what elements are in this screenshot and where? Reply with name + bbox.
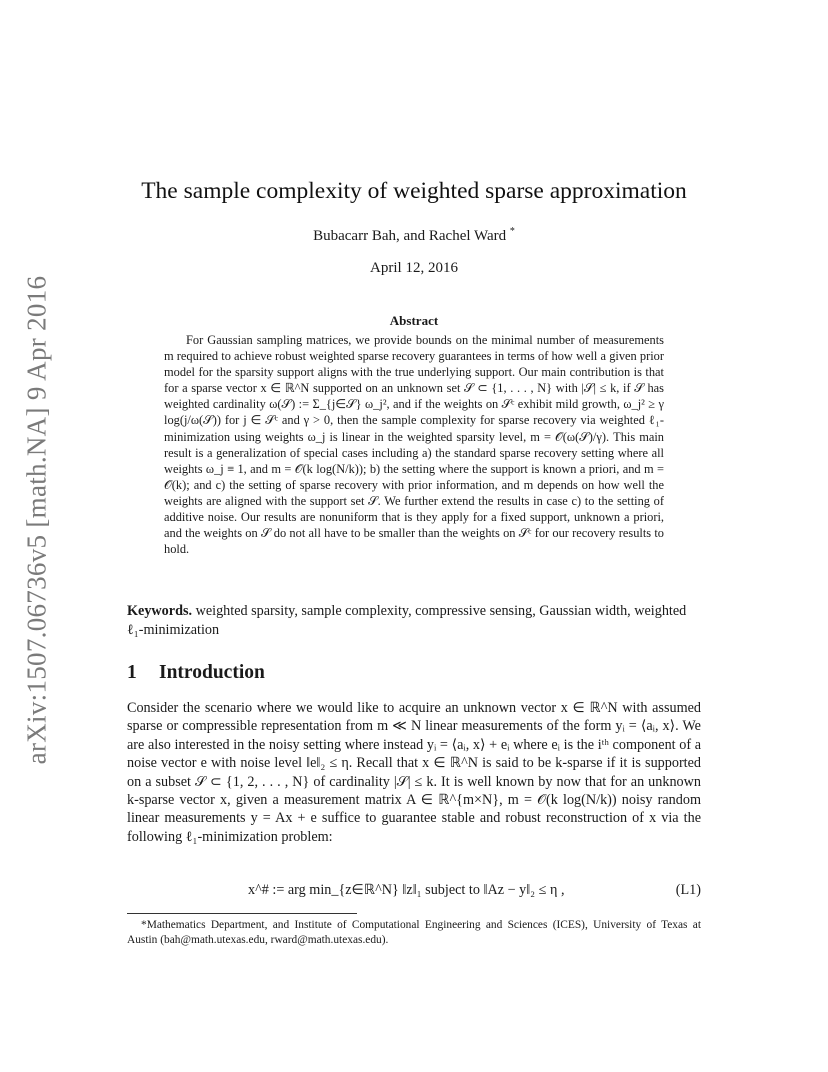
keywords-list: weighted sparsity, sample complexity, compressive sensing, Gaussian width, weighted ℓ₁-minimization (127, 603, 687, 638)
equation-label: (L1) (675, 882, 701, 898)
keywords-label: Keywords. (127, 603, 193, 619)
paper-title: The sample complexity of weighted sparse approximation (141, 178, 687, 204)
author-footnote: *Mathematics Department, and Institute of Computational Engineering and Sciences (ICES), University of Texas at Austin (bah@math.utexas.edu, rward@math.utexas.edu). (127, 919, 701, 946)
abstract-heading: Abstract (389, 313, 439, 328)
arxiv-identifier: arXiv:1507.06736v5 [math.NA] 9 Apr 2016 (21, 275, 52, 765)
introduction-paragraph: Consider the scenario where we would like to acquire an unknown vector x ∈ ℝ^N with assumed sparse or compressible representation from m ≪ N linear measurements of the form yᵢ = ⟨aᵢ, x⟩. We are also interested in the noisy setting where instead yᵢ = ⟨aᵢ, x⟩ + eᵢ where eᵢ is the iᵗʰ component of a noise vector e with noise level ‖e‖₂ ≤ η. Recall that x ∈ ℝ^N is said to be k-sparse if it is supported on a subset 𝒮 ⊂ {1, 2, . . . , N} of cardinality |𝒮| ≤ k. It is well known by now that for an unknown k-sparse vector x, given a measurement matrix A ∈ ℝ^{m×N}, m = 𝒪(k log(N/k)) noisy random linear measurements y = Ax + e suffice to guarantee stable and robust reconstruction of x via the following ℓ₁-minimization problem: (127, 700, 701, 845)
author-footnote-mark: * (509, 226, 515, 237)
section-number: 1 (127, 662, 137, 683)
abstract-body: For Gaussian sampling matrices, we provide bounds on the minimal number of measurements m required to achieve robust weighted sparse recovery guarantees in terms of how well a given prior model for the sparsity support aligns with the true underlying support. Our main contribution is that for a sparse vector x ∈ ℝ^N supported on an unknown set 𝒮 ⊂ {1, . . . , N} with |𝒮| ≤ k, if 𝒮 has weighted cardinality ω(𝒮) := Σ_{j∈𝒮} ω_j², and if the weights on 𝒮ᶜ exhibit mild growth, ω_j² ≥ γ log(j/ω(𝒮)) for j ∈ 𝒮ᶜ and γ > 0, then the sample complexity for sparse recovery via weighted ℓ₁-minimization using weights ω_j is linear in the weighted sparsity level, m = 𝒪(ω(𝒮)/γ). This main result is a generalization of special cases including a) the standard sparse recovery setting where all weights ω_j ≡ 1, and m = 𝒪(k log(N/k)); b) the setting where the support is known a priori, and m = 𝒪(k); and c) the setting of sparse recovery with prior information, and m depends on how well the weights are aligned with the support set 𝒮. We further extend the results in case c) to the setting of additive noise. Our results are nonuniform that is they apply for a fixed support, unknown a priori, and the weights on 𝒮 do not all have to be smaller than the weights on 𝒮ᶜ for our recovery results to hold. (164, 333, 664, 557)
paper-date: April 12, 2016 (370, 260, 458, 276)
footnote-divider (127, 913, 357, 914)
keywords-paragraph (127, 602, 701, 639)
section-title: Introduction (159, 662, 265, 683)
arxiv-sidebar-stamp (12, 270, 62, 770)
equation-l1: x^# := arg min_{z∈ℝ^N} ‖z‖₁ subject to ‖Az − y‖₂ ≤ η , (248, 882, 565, 898)
section-heading (127, 662, 265, 684)
author-names: Bubacarr Bah, and Rachel Ward (313, 228, 507, 244)
paper-authors (0, 226, 828, 245)
